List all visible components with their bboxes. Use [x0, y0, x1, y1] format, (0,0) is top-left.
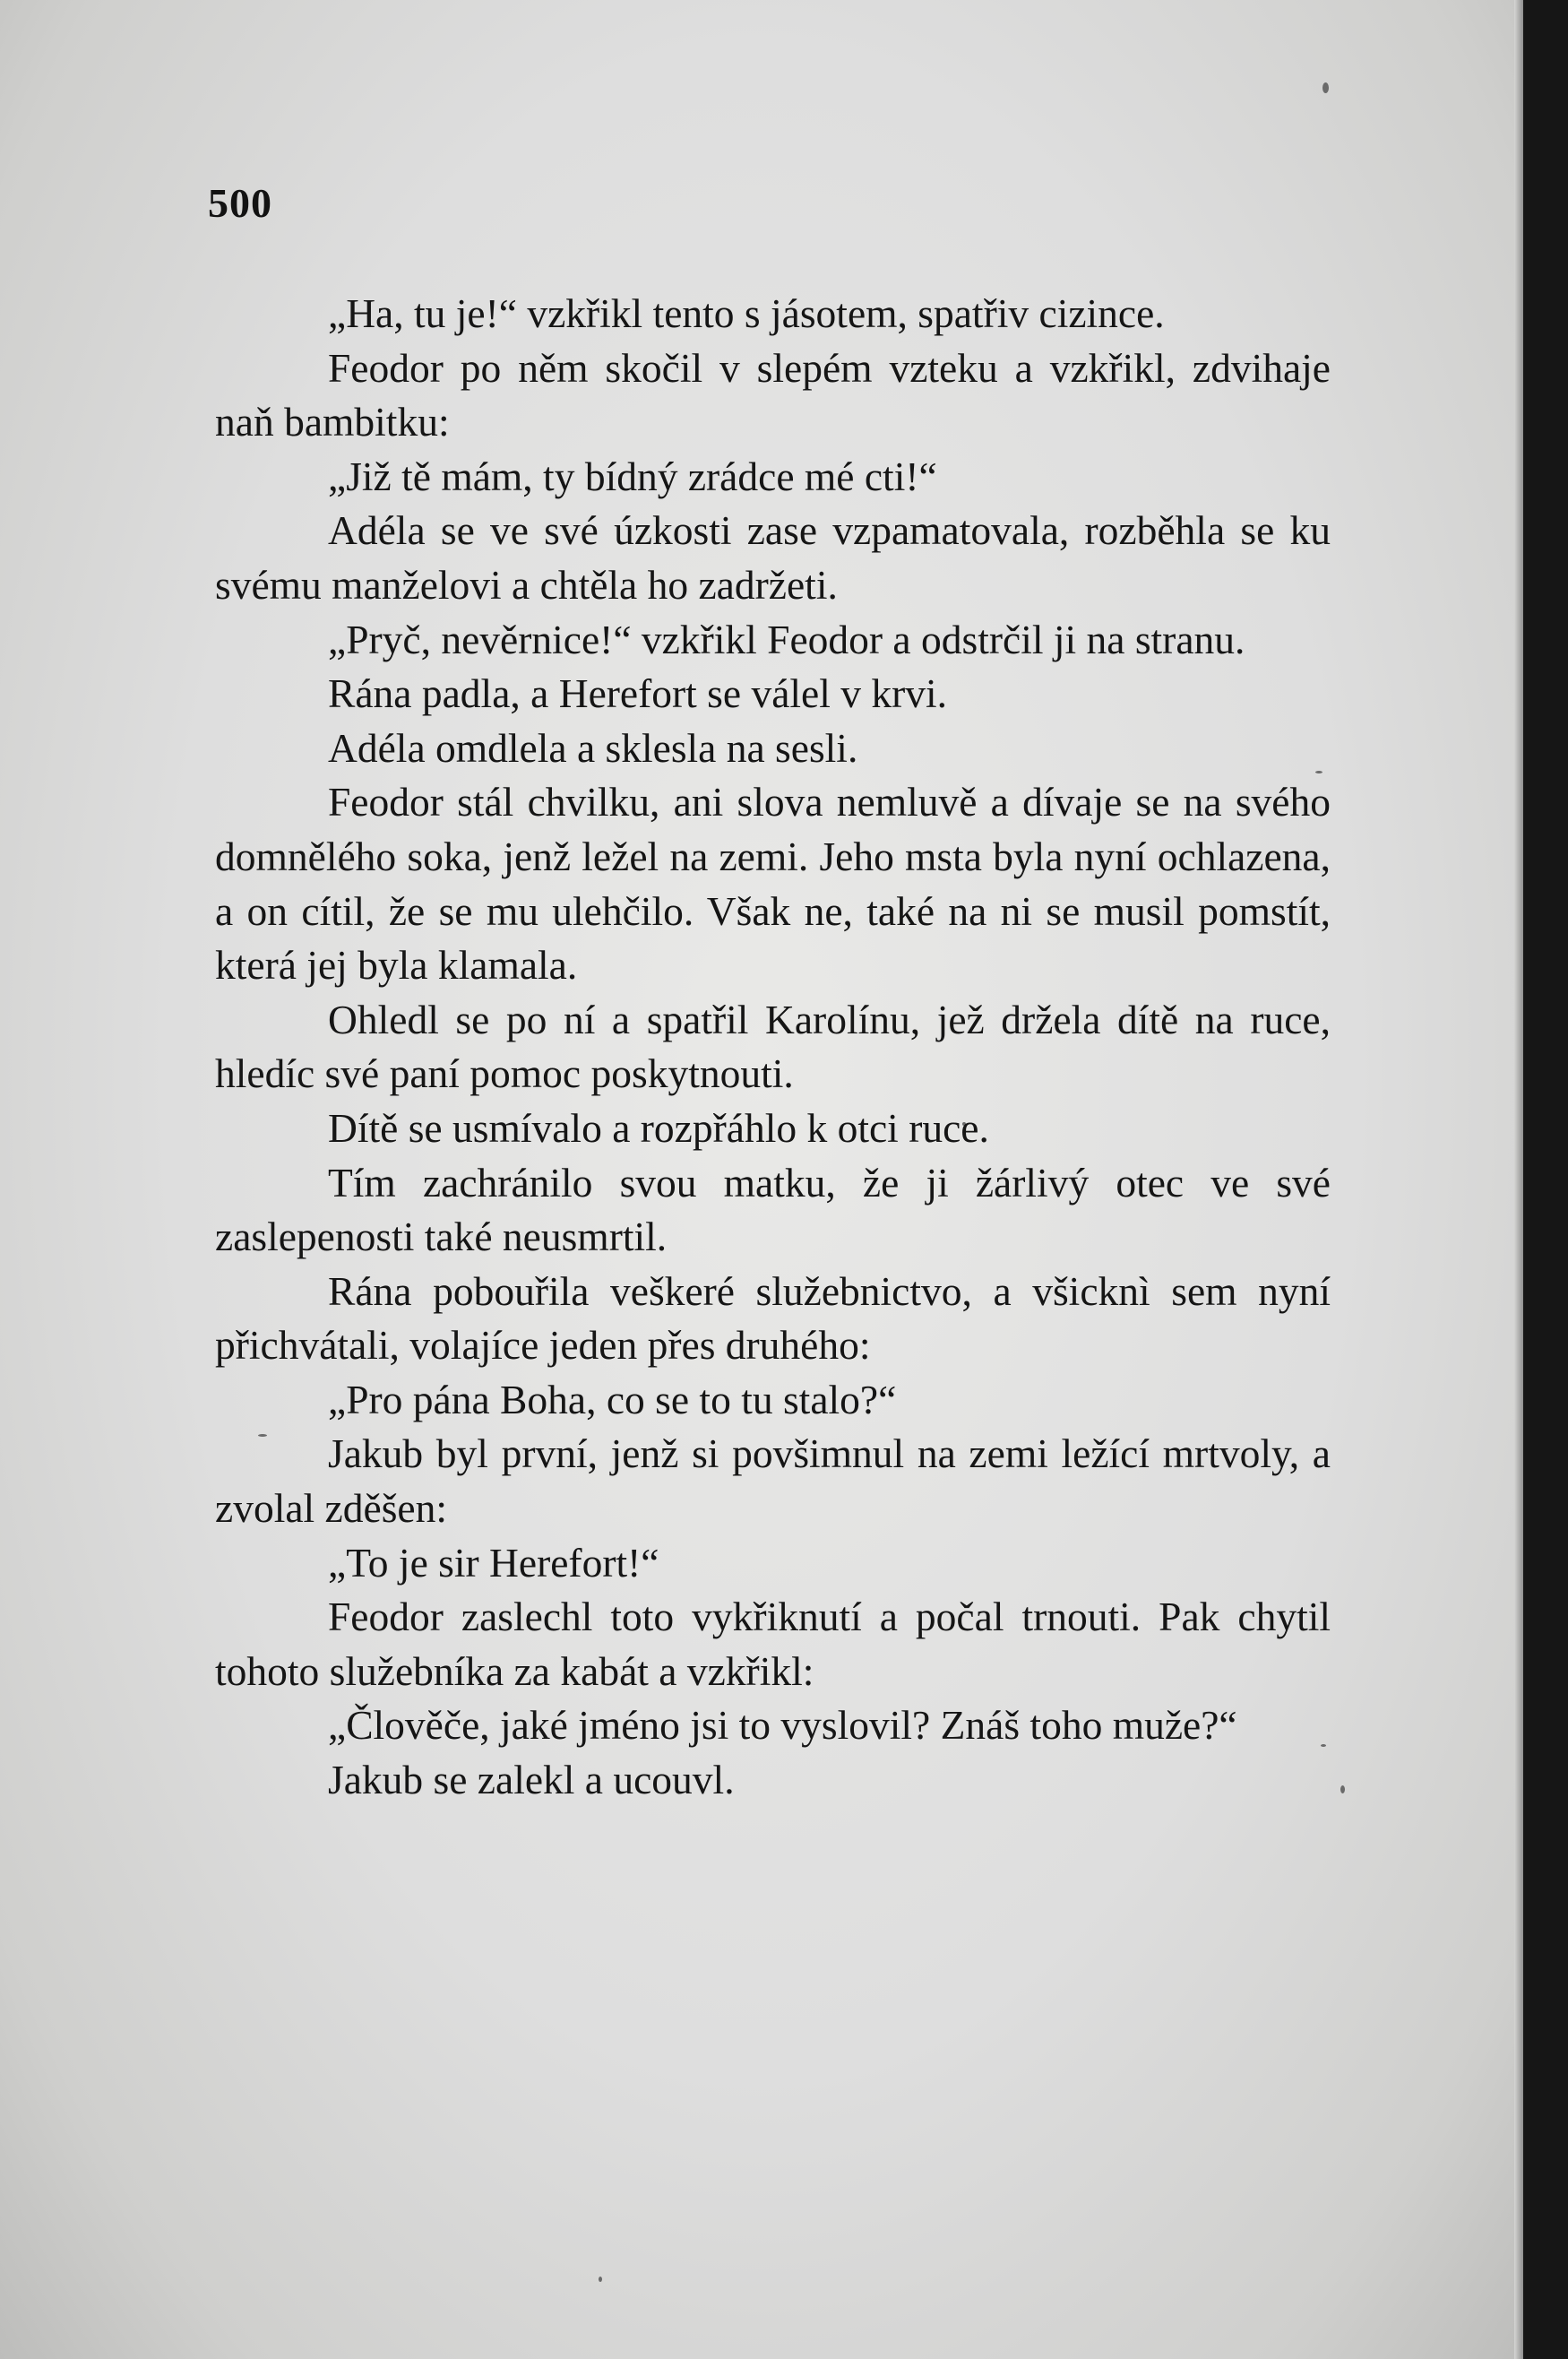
- page-edge-shadow: [1514, 0, 1523, 2359]
- paragraph: Adéla omdlela a sklesla na sesli.: [328, 724, 858, 771]
- paragraph: Feodor stál chvilku, ani slova nemluvě a dívaje se na svého domnělého soka, jenž ležel na zemi. Jeho msta byla nyní ochlazena, a on cítil, že se mu ulehčilo. Však ne, také na ni se musil pomstít, která jej byla klamala.: [215, 779, 1331, 989]
- paragraph: Feodor zaslechl toto vykřiknutí a počal trnouti. Pak chytil tohoto služebníka za kabát a vzkřikl:: [215, 1594, 1331, 1694]
- paragraph: Tím zachránilo svou matku, že ji žárlivý otec ve své zaslepenosti také neusmrtil.: [215, 1159, 1331, 1260]
- paragraph: „Pro pána Boha, co se to tu stalo?“: [328, 1376, 897, 1422]
- paper-speck: [1340, 1785, 1345, 1793]
- paragraph: Feodor po něm skočil v slepém vzteku a vzkřikl, zdvihaje naň bambitku:: [215, 344, 1331, 445]
- paragraph: Rána padla, a Herefort se válel v krvi.: [328, 670, 948, 717]
- paragraph: Jakub se zalekl a ucouvl.: [328, 1757, 735, 1803]
- paragraph: „To je sir Herefort!“: [328, 1539, 659, 1586]
- paragraph: Dítě se usmívalo a rozpřáhlo k otci ruce.: [328, 1104, 989, 1151]
- paragraph: Jakub byl první, jenž si povšimnul na zemi ležící mrtvoly, a zvolal zděšen:: [215, 1430, 1331, 1532]
- paragraph: „Již tě mám, ty bídný zrádce mé cti!“: [328, 453, 937, 499]
- paper-speck: [599, 2277, 602, 2282]
- paper-speck: [1322, 82, 1329, 93]
- scan-border: [1523, 0, 1568, 2359]
- paragraph: „Člověče, jaké jméno jsi to vyslovil? Znáš toho muže?“: [328, 1702, 1237, 1749]
- paragraph: Adéla se ve své úzkosti zase vzpamatovala, rozběhla se ku svému manželovi a chtěla ho zadržeti.: [215, 507, 1331, 608]
- paragraph: Ohledl se po ní a spatřil Karolínu, jež držela dítě na ruce, hledíc své paní pomoc poskytnouti.: [215, 996, 1331, 1097]
- paragraph: „Pryč, nevěrnice!“ vzkřikl Feodor a odstrčil ji na stranu.: [328, 616, 1245, 662]
- paragraph: Rána pobouřila veškeré služebnictvo, a všicknì sem nyní přichvátali, volajíce jeden přes druhého:: [215, 1267, 1331, 1369]
- paragraph: „Ha, tu je!“ vzkřikl tento s jásotem, spatřiv cizince.: [328, 290, 1165, 336]
- page-number: 500: [208, 180, 272, 226]
- body-text: [215, 287, 1331, 1808]
